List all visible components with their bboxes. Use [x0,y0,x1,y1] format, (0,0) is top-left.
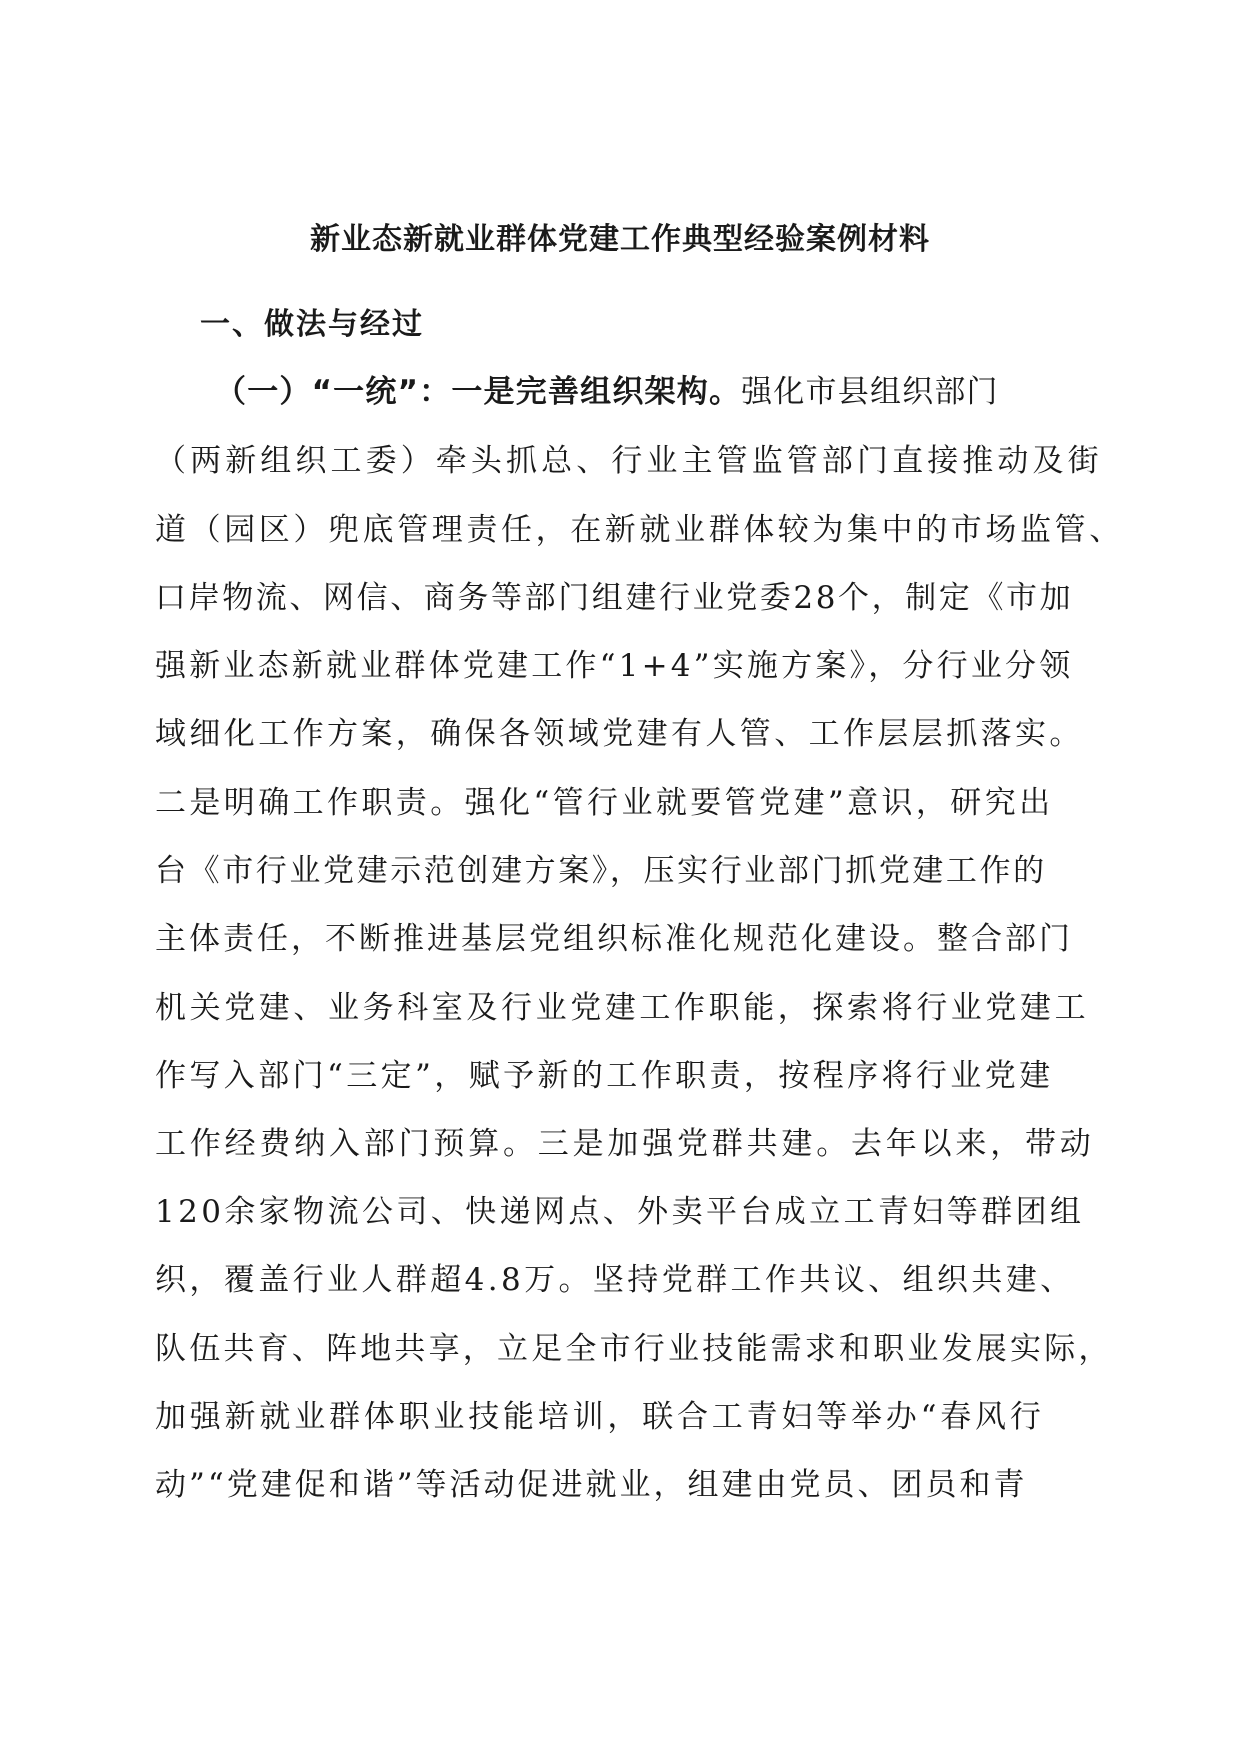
paragraph-line: 作写入部门“三定”，赋予新的工作职责，按程序将行业党建 [155,1058,1054,1094]
paragraph-line [215,372,999,412]
paragraph-line-text: 强化市县组织部门 [741,374,999,410]
paragraph-line: 队伍共育、阵地共享，立足全市行业技能需求和职业发展实际， [155,1331,1113,1367]
paragraph-line: 台《市行业党建示范创建方案》，压实行业部门抓党建工作的 [155,853,1047,889]
paragraph-line: 机关党建、业务科室及行业党建工作职能，探索将行业党建工 [155,990,1090,1026]
paragraph-line: 口岸物流、网信、商务等部门组建行业党委28个，制定《市加 [155,580,1074,616]
paragraph-lead: （一）“一统”：一是完善组织架构。 [215,374,742,410]
paragraph-line: 域细化工作方案，确保各领域党建有人管、工作层层抓落实。 [155,716,1084,752]
paragraph-line: 动”“党建促和谐”等活动促进就业，组建由党员、团员和青 [155,1467,1028,1503]
paragraph-line: 二是明确工作职责。强化“管行业就要管党建”意识，研究出 [155,785,1054,821]
paragraph-line: 强新业态新就业群体党建工作“1+4”实施方案》，分行业分领 [155,648,1074,684]
paragraph-line: 加强新就业群体职业技能培训，联合工青妇等举办“春风行 [155,1399,1045,1435]
paragraph-line: 主体责任，不断推进基层党组织标准化规范化建设。整合部门 [155,921,1073,957]
paragraph-line: 道（园区）兜底管理责任，在新就业群体较为集中的市场监管、 [155,512,1124,548]
paragraph-line: 织，覆盖行业人群超4.8万。坚持党群工作共议、组织共建、 [155,1262,1075,1298]
section-heading: 一、做法与经过 [200,307,424,342]
paragraph-line: （两新组织工委）牵头抓总、行业主管监管部门直接推动及街 [155,443,1103,479]
document-title: 新业态新就业群体党建工作典型经验案例材料 [310,222,930,257]
paragraph-line: 工作经费纳入部门预算。三是加强党群共建。去年以来，带动 [155,1126,1095,1162]
paragraph-line: 120余家物流公司、快递网点、外卖平台成立工青妇等群团组 [155,1194,1085,1230]
